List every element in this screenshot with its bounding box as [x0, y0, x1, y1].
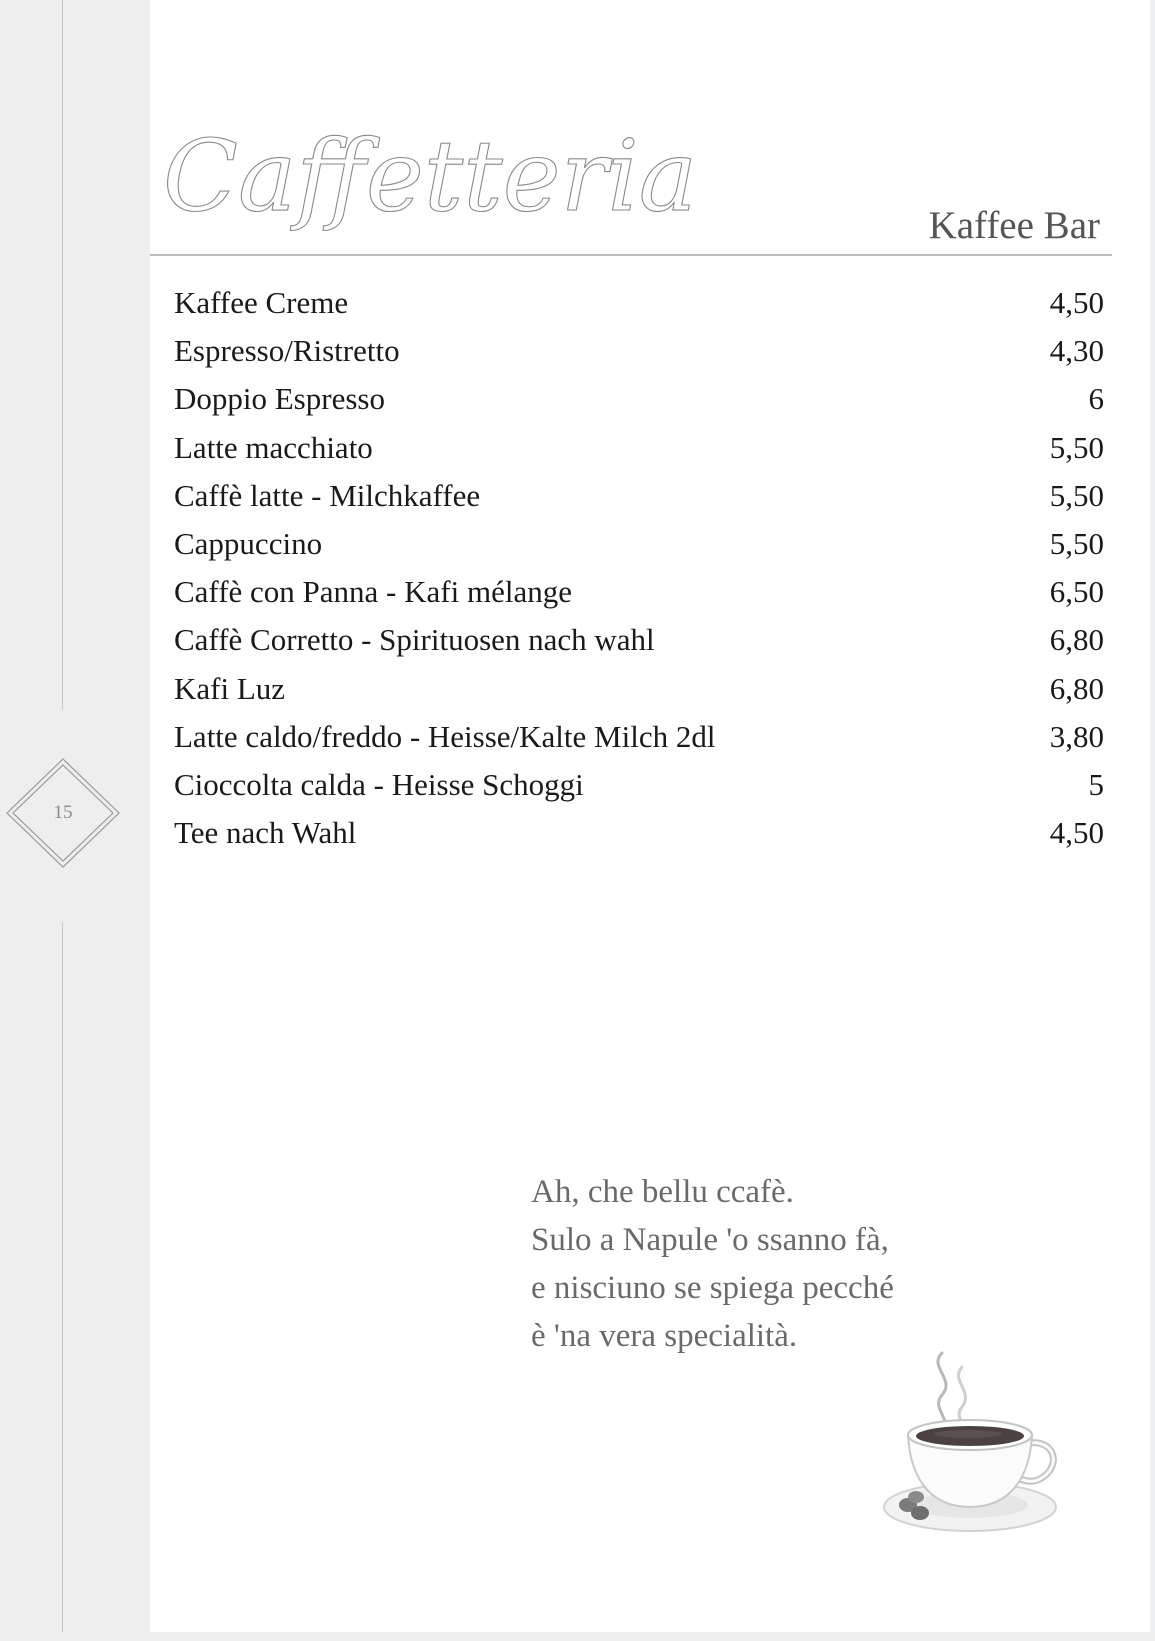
menu-item-price: 5,50 — [1049, 429, 1104, 465]
menu-item-name: Kaffee Creme — [174, 285, 349, 320]
quote-line: Sulo a Napule 'o ssanno fà, — [531, 1222, 889, 1258]
menu-item-name: Doppio Espresso — [174, 381, 385, 417]
menu-item-name: Cioccolta calda - Heisse Schoggi — [174, 766, 584, 802]
quote-line: e nisciuno se spiega pecché — [531, 1270, 894, 1306]
menu-item-price: 4,50 — [1049, 285, 1104, 320]
script-title-text: Caffetteria — [163, 120, 698, 234]
strip-line-bottom — [62, 922, 63, 1632]
menu-item-price: 3,80 — [1049, 718, 1104, 754]
menu-item-name: Caffè Corretto - Spirituosen nach wahl — [174, 622, 655, 658]
page-number: 15 — [53, 802, 73, 823]
menu-item-name: Cappuccino — [174, 525, 323, 561]
strip-line-top — [62, 0, 63, 710]
page-right-edge — [1150, 0, 1155, 1641]
script-title — [155, 105, 698, 255]
menu-item-name: Latte caldo/freddo - Heisse/Kalte Milch 2dl — [174, 718, 716, 754]
menu-item — [174, 815, 1104, 863]
page-bottom-edge — [0, 1632, 1155, 1641]
coffee-cup-icon — [880, 1345, 1065, 1545]
quote-block — [531, 1168, 894, 1360]
menu-item-name: Caffè con Panna - Kafi mélange — [174, 574, 572, 610]
menu-item-price: 6,80 — [1049, 622, 1104, 658]
header-rule — [150, 254, 1112, 256]
menu-item-price: 5 — [1088, 766, 1104, 802]
menu-item-price: 6,80 — [1049, 670, 1104, 706]
menu-item-name: Kafi Luz — [174, 670, 286, 706]
menu-item — [174, 285, 1104, 333]
menu-item-price: 4,50 — [1049, 815, 1104, 851]
quote-line: Ah, che bellu ccafè. — [531, 1174, 794, 1210]
menu-item-price: 5,50 — [1049, 477, 1104, 513]
menu-item-name: Caffè latte - Milchkaffee — [174, 477, 481, 513]
menu-item-name: Espresso/Ristretto — [174, 333, 400, 369]
menu-item — [174, 478, 1104, 526]
menu-item — [174, 719, 1104, 767]
menu-item — [174, 526, 1104, 574]
menu-item — [174, 381, 1104, 429]
menu-item-price: 4,30 — [1049, 333, 1104, 369]
menu-list — [174, 285, 1104, 863]
menu-item — [174, 671, 1104, 719]
menu-item — [174, 430, 1104, 478]
menu-item — [174, 622, 1104, 670]
menu-item — [174, 574, 1104, 622]
section-subtitle: Kaffee Bar — [928, 204, 1100, 247]
menu-item-name: Latte macchiato — [174, 429, 373, 465]
menu-item — [174, 767, 1104, 815]
menu-item-price: 6 — [1088, 381, 1104, 417]
menu-item-price: 6,50 — [1049, 574, 1104, 610]
menu-item — [174, 333, 1104, 381]
quote-line: è 'na vera specialità. — [531, 1318, 798, 1354]
page-badge — [2, 755, 124, 871]
menu-item-price: 5,50 — [1049, 525, 1104, 561]
menu-item-name: Tee nach Wahl — [174, 815, 357, 851]
